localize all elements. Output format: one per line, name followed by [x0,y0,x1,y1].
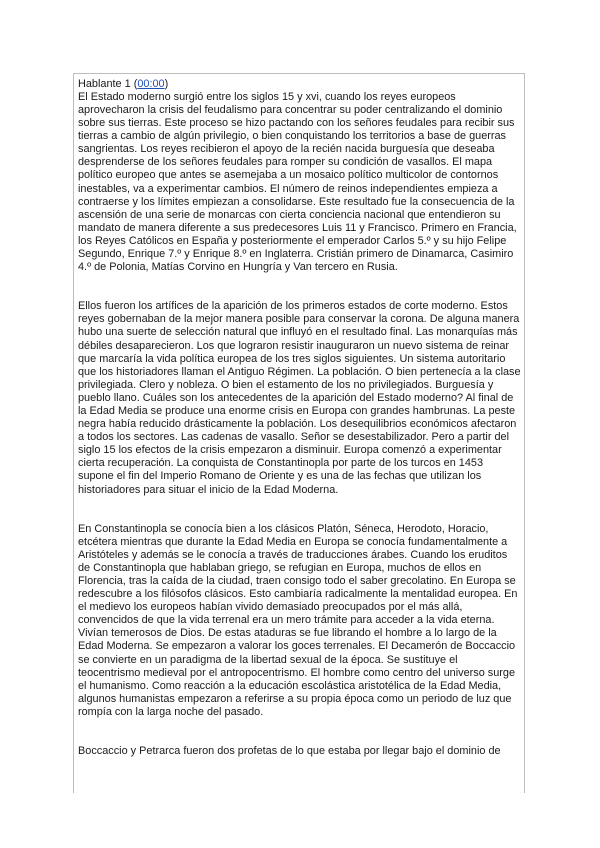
speaker-header [78,78,521,91]
speaker-label: Hablante 1 [78,78,131,90]
paragraph-spacer [78,497,521,523]
transcript-paragraph-4: Boccaccio y Petrarca fueron dos profetas de lo que estaba por llegar bajo el dominio de [78,745,501,758]
timestamp-link[interactable]: 00:00 [137,78,165,90]
open-paren: ( [133,78,138,90]
close-paren: ) [164,78,169,90]
transcript-paragraph-3: En Constantinopla se conocía bien a los clásicos Platón, Séneca, Herodoto, Horacio, etcétera mientras que durante la Edad Media en Europa se conocía fundamentalmente a Aristóteles y además se le conocía a través de traducciones árabes. Cuando los eruditos de Constantinopla que hablaban griego, se refugian en Europa, muchos de ellos en Florencia, tras la caída de la ciudad, traen consigo todo el saber grecolatino. En Europa se redescubre a los filósofos clásicos. Esto cambiaría radicalmente la mentalidad europea. En el medievo los europeos habían vivido demasiado preocupados por el más allá, convencidos de que la vida terrenal era un mero trámite para acceder a la vida eterna. Vivían temerosos de Dios. De estas ataduras se fue librando el hombre a lo largo de la Edad Moderna. Se empezaron a valorar los goces terrenales. El Decamerón de Boccaccio se convierte en un paradigma de la libertad sexual de la época. Se sustituye el teocentrismo medieval por el antropocentrismo. El hombre como centro del universo surge el humanismo. Como reacción a la educación escolástica aristotélica de la Edad Media, algunos humanistas empezaron a referirse a su propia época como un periodo de luz que rompía con la larga noche del pasado. [78,522,518,718]
transcript-box [73,73,525,793]
paragraph-spacer [78,274,521,300]
transcript-paragraph-1: El Estado moderno surgió entre los siglos 15 y xvi, cuando los reyes europeos aprovecharon la crisis del feudalismo para concentrar su poder centralizando el dominio sobre sus tierras. Este proceso se hizo pactando con los señores feudales para recibir sus tierras a cambio de algún privilegio, o bien conquistando los territorios a base de guerras sangrientas. Los reyes recibieron el apoyo de la recién nacida burguesía que deseaba desprenderse de los señores feudales para romper su condición de vasallos. El mapa político europeo que antes se asemejaba a un mosaico político multicolor de contornos inestables, va a experimentar cambios. El número de reinos independientes empieza a contraerse y los límites empiezan a consolidarse. Este resultado fue la consecuencia de la ascensión de una serie de monarcas con cierta conciencia nacional que entendieron su mandato de manera diferente a sus predecesores Luis 11 y Francisco. Primero en Francia, los Reyes Católicos en España y posteriormente el emperador Carlos 5.º y su hijo Felipe Segundo, Enrique 7.º y Enrique 8.º en Inglaterra. Cristián primero de Dinamarca, Casimiro 4.º de Polonia, Matías Corvino en Hungría y Van tercero en Rusia. [78,90,517,274]
paragraph-spacer [78,719,521,745]
transcript-paragraph-2: Ellos fueron los artífices de la aparición de los primeros estados de corte moderno. Estos reyes gobernaban de la mejor manera posible para conservar la corona. De alguna manera hubo una suerte de selección natural que influyó en el resultado final. Las monarquías más débiles desaparecieron. Los que lograron resistir inauguraron un nuevo sistema de reinar que marcaría la vida política europea de los tres siglos siguientes. Un sistema autoritario que los historiadores llaman el Antiguo Régimen. La población. O bien pertenecía a la clase privilegiada. Clero y nobleza. O bien el estamento de los no privilegiados. Burguesía y pueblo llano. Cuáles son los antecedentes de la aparición del Estado moderno? Al final de la Edad Media se produce una enorme crisis en Europa con grandes hambrunas. La peste negra había reducido drásticamente la población. Los desequilibrios económicos afectaron a todos los sectores. Las cadenas de vasallo. Señor se desestabilizador. Pero a partir del siglo 15 los efectos de la crisis empezaron a disminuir. Europa comenzó a experimentar cierta recuperación. La conquista de Constantinopla por parte de los turcos en 1453 supone el fin del Imperio Romano de Oriente y es una de las fechas que utilizan los historiadores para situar el inicio de la Edad Moderna. [78,300,521,496]
